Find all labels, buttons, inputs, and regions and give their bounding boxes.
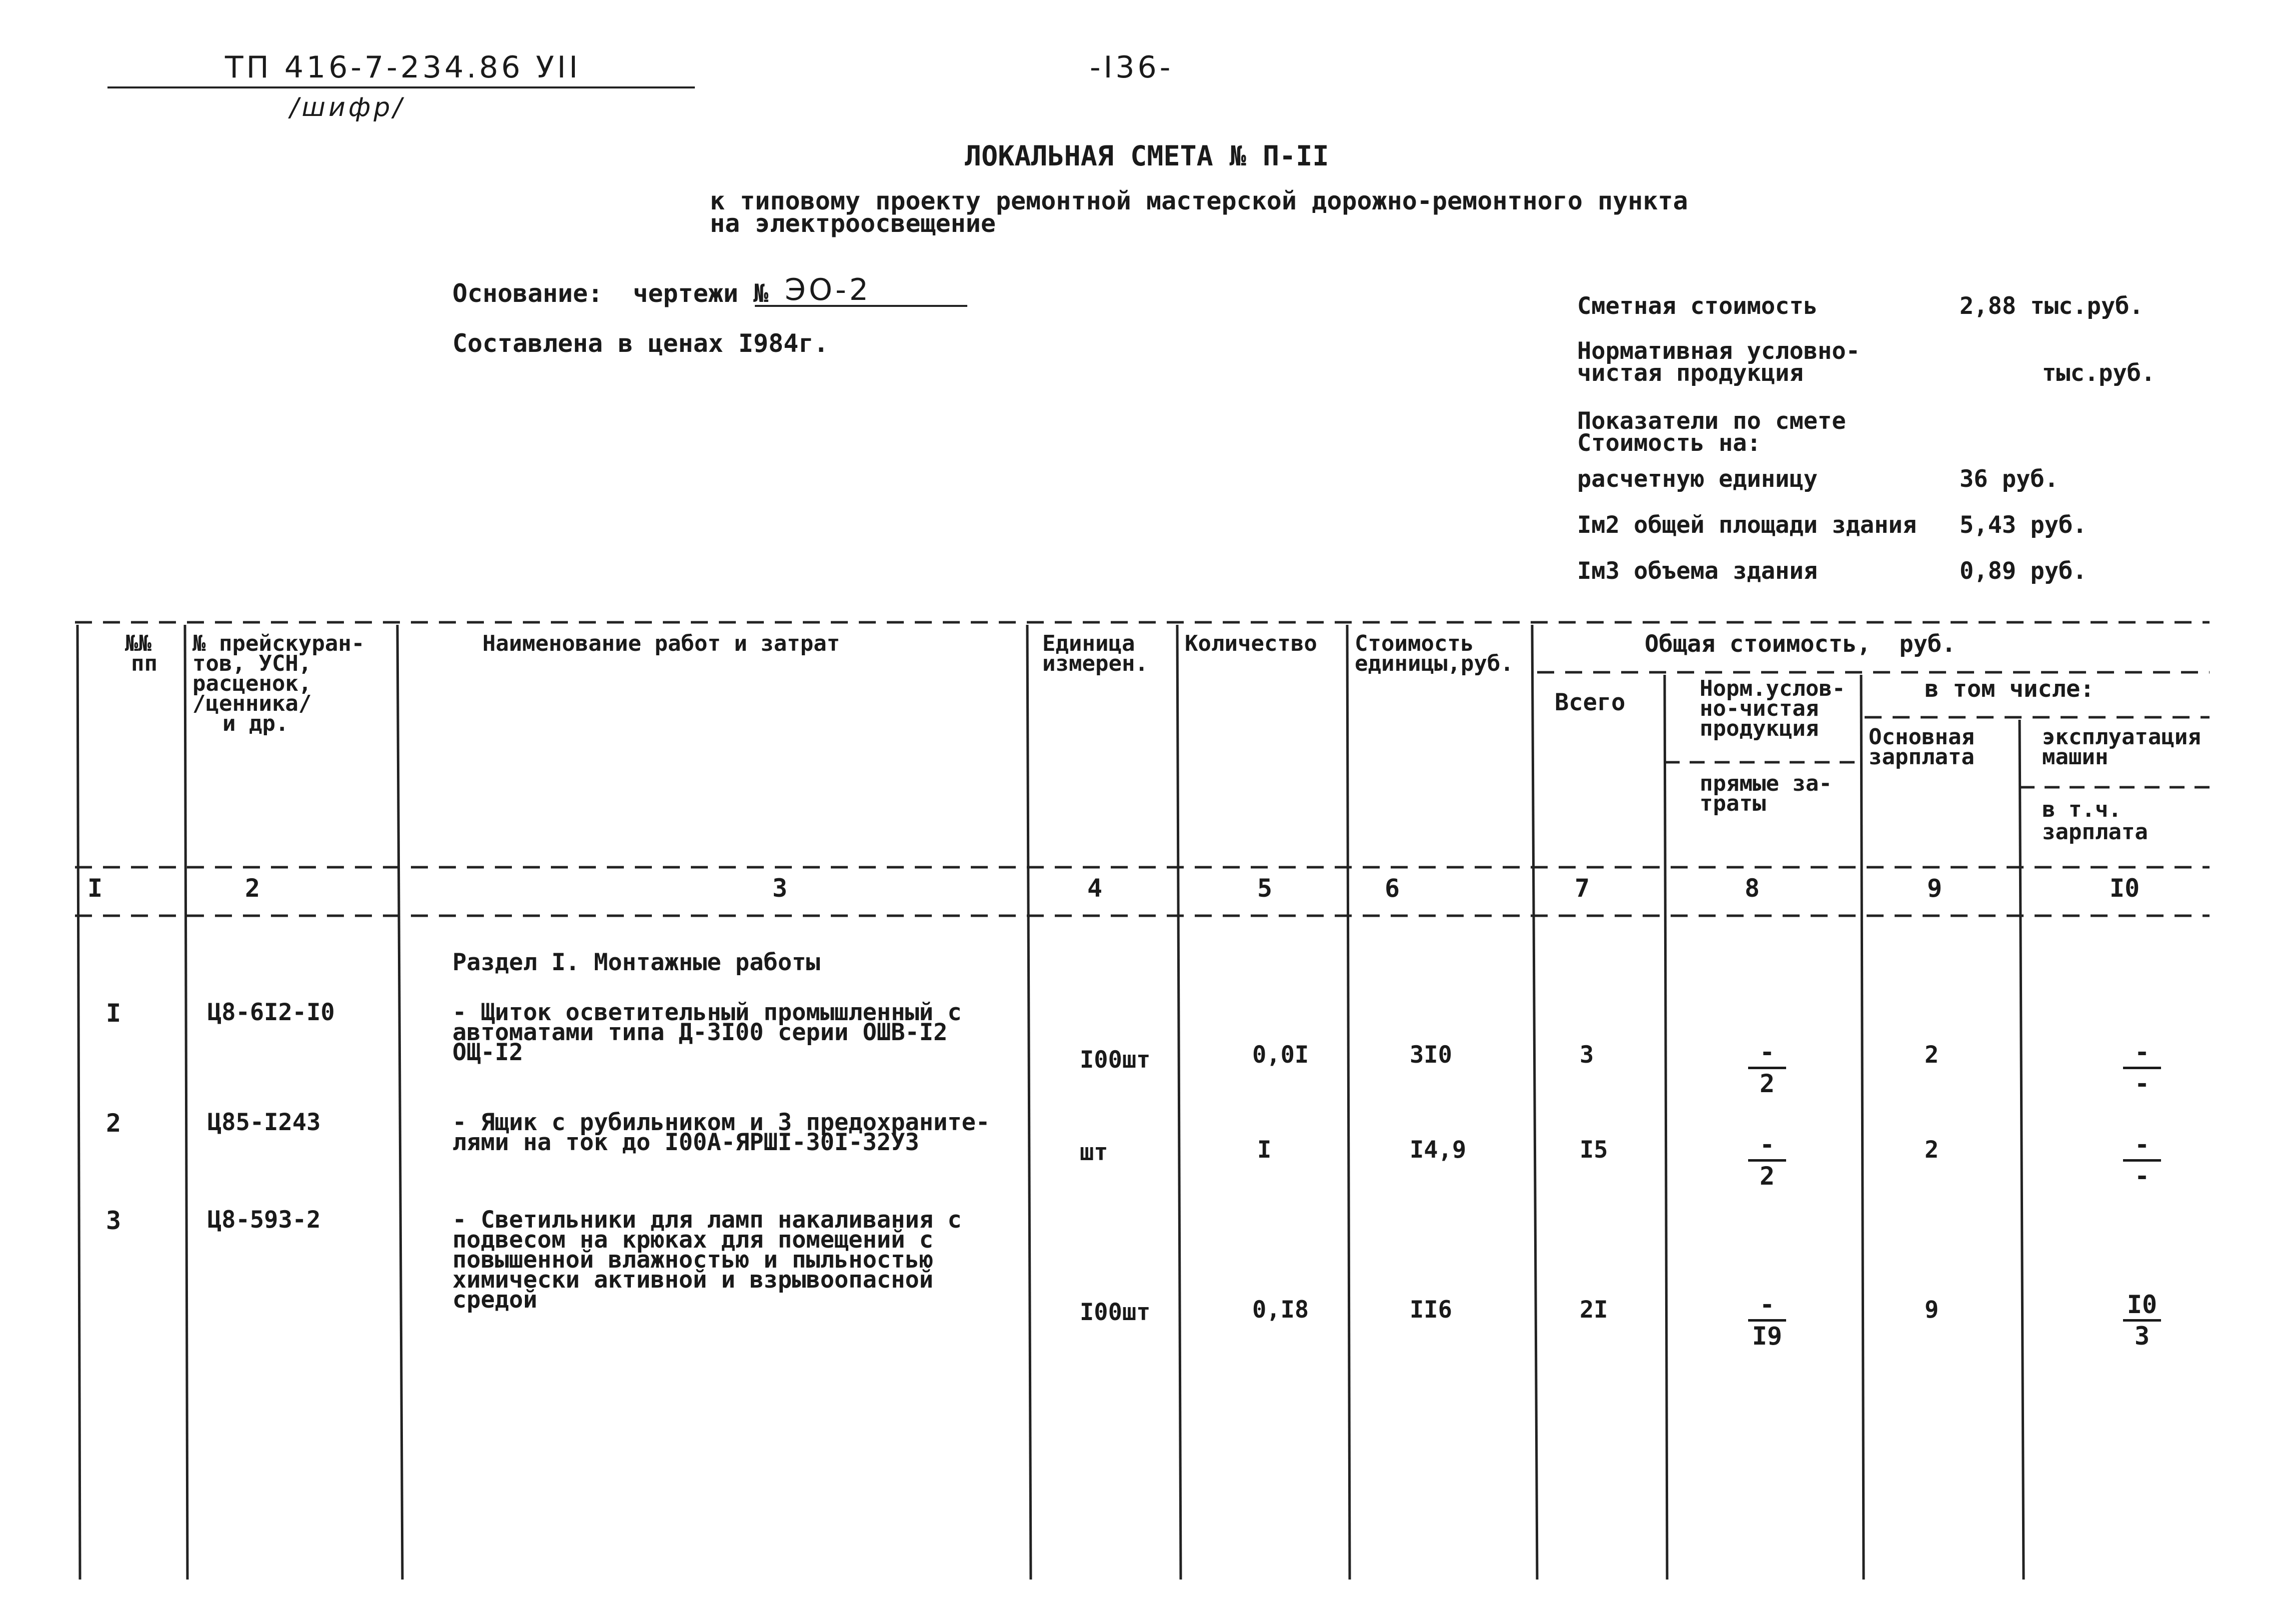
col8-header-l2: но-чистая bbox=[1700, 696, 1819, 721]
row-name-line: подвесом на крюках для помещений с bbox=[452, 1226, 934, 1254]
document-code: ТП 416-7-234.86 УII bbox=[225, 50, 581, 85]
col10-header-l1: эксплуатация bbox=[2042, 724, 2201, 750]
col10-header-l2: машин bbox=[2042, 744, 2109, 770]
m3-cost-label: Iм3 объема здания bbox=[1577, 557, 1818, 585]
row-unit: I00шт bbox=[1080, 1046, 1151, 1074]
estimated-cost-label: Сметная стоимость bbox=[1577, 292, 1818, 320]
column-number-2: 2 bbox=[245, 874, 260, 903]
cipher-note: /шифр/ bbox=[290, 92, 405, 122]
col8-header-l3: продукция bbox=[1700, 716, 1819, 741]
fraction-top: I0 bbox=[2127, 1290, 2158, 1319]
col9-header-l1: Основная bbox=[1869, 724, 1975, 750]
row-salary: 9 bbox=[1925, 1296, 1939, 1324]
col4-header-l2: измерен. bbox=[1042, 651, 1148, 676]
col8b-header-l1: прямые за- bbox=[1700, 771, 1832, 796]
col2-header-l4: /ценника/ bbox=[192, 691, 312, 716]
row-norm-fraction bbox=[1737, 1040, 1797, 1096]
row-code: Ц85-I243 bbox=[207, 1109, 321, 1136]
page-number: -I36- bbox=[1090, 50, 1174, 85]
row-number: I bbox=[106, 999, 121, 1028]
row-code: Ц8-6I2-I0 bbox=[207, 999, 335, 1026]
fraction-bottom: 3 bbox=[2134, 1322, 2150, 1351]
row-unit-price: I4,9 bbox=[1410, 1136, 1467, 1164]
row-name-line: средой bbox=[452, 1286, 537, 1314]
row-unit: шт bbox=[1080, 1139, 1108, 1166]
col5-header: Количество bbox=[1185, 631, 1317, 656]
row-quantity: I bbox=[1257, 1136, 1272, 1164]
col8-header-l1: Норм.услов- bbox=[1700, 676, 1846, 701]
row-unit: I00шт bbox=[1080, 1299, 1151, 1326]
col10b-header-l2: зарплата bbox=[2042, 819, 2148, 845]
row-total: 2I bbox=[1580, 1296, 1608, 1324]
fraction-top: - bbox=[1759, 1130, 1775, 1159]
m2-cost-value: 5,43 руб. bbox=[1960, 511, 2087, 539]
column-number-10: I0 bbox=[2110, 874, 2140, 903]
row-machines-fraction bbox=[2112, 1292, 2172, 1349]
col4-header-l1: Единица bbox=[1042, 631, 1135, 656]
row-number: 2 bbox=[106, 1109, 121, 1138]
m2-cost-label: Iм2 общей площади здания bbox=[1577, 511, 1917, 539]
col2-header-l2: тов, УСН, bbox=[192, 651, 312, 676]
fraction-top: - bbox=[1759, 1038, 1775, 1067]
unit-cost-label: расчетную единицу bbox=[1577, 465, 1818, 493]
col7-header: Всего bbox=[1555, 689, 1626, 716]
basis-label: Основание: чертежи № bbox=[452, 279, 769, 308]
row-machines-fraction bbox=[2112, 1040, 2172, 1096]
column-number-5: 5 bbox=[1257, 874, 1273, 903]
column-number-4: 4 bbox=[1087, 874, 1103, 903]
row-name-line: - Ящик с рубильником и 3 предохраните- bbox=[452, 1109, 990, 1136]
drawing-number: ЭО-2 bbox=[785, 272, 871, 307]
estimated-cost-value: 2,88 тыс.руб. bbox=[1960, 292, 2144, 320]
row-name-line: - Щиток осветительный промышленный с bbox=[452, 999, 962, 1026]
col2-header-l3: расценок, bbox=[192, 671, 312, 696]
col2-header-l1: № прейскуран- bbox=[192, 631, 365, 656]
row-unit-price: II6 bbox=[1410, 1296, 1452, 1324]
col1-header-l2: пп bbox=[131, 651, 157, 676]
column-number-6: 6 bbox=[1385, 874, 1400, 903]
section-title: Раздел I. Монтажные работы bbox=[452, 949, 820, 976]
fraction-bottom: 2 bbox=[1759, 1069, 1775, 1098]
indicators-label-2: Стоимость на: bbox=[1577, 429, 1761, 457]
col8b-header-l2: траты bbox=[1700, 791, 1766, 816]
column-number-1: I bbox=[87, 874, 103, 903]
fraction-bottom: - bbox=[2134, 1162, 2150, 1191]
unit-cost-value: 36 руб. bbox=[1960, 465, 2059, 493]
column-number-9: 9 bbox=[1927, 874, 1943, 903]
col6-header-l2: единицы,руб. bbox=[1355, 651, 1514, 676]
indicators-label-1: Показатели по смете bbox=[1577, 407, 1846, 435]
row-unit-price: 3I0 bbox=[1410, 1041, 1452, 1069]
prices-year: Составлена в ценах I984г. bbox=[452, 329, 829, 358]
col6-header-l1: Стоимость bbox=[1355, 631, 1474, 656]
row-quantity: 0,I8 bbox=[1252, 1296, 1309, 1324]
fraction-bottom: 2 bbox=[1759, 1162, 1775, 1191]
row-code: Ц8-593-2 bbox=[207, 1206, 321, 1234]
row-total: 3 bbox=[1580, 1041, 1594, 1069]
normative-value: тыс.руб. bbox=[2042, 359, 2156, 387]
fraction-top: - bbox=[2134, 1038, 2150, 1067]
estimate-title: ЛОКАЛЬНАЯ СМЕТА № П-II bbox=[965, 140, 1329, 172]
row-name-line: химически активной и взрывоопасной bbox=[452, 1266, 934, 1294]
fraction-bottom: - bbox=[2134, 1069, 2150, 1098]
row-name-line: повышенной влажностью и пыльностью bbox=[452, 1246, 934, 1274]
row-norm-fraction bbox=[1737, 1132, 1797, 1189]
row-quantity: 0,0I bbox=[1252, 1041, 1309, 1069]
fraction-top: - bbox=[1759, 1290, 1775, 1319]
fraction-top: - bbox=[2134, 1130, 2150, 1159]
col1-header-l1: №№ bbox=[125, 631, 151, 656]
col2-header-l5: и др. bbox=[222, 711, 289, 736]
normative-label-1: Нормативная условно- bbox=[1577, 337, 1860, 365]
column-number-8: 8 bbox=[1745, 874, 1760, 903]
row-name-line: - Светильники для ламп накаливания с bbox=[452, 1206, 962, 1234]
estimate-subtitle-line2: на электроосвещение bbox=[710, 209, 996, 238]
row-salary: 2 bbox=[1925, 1041, 1939, 1069]
row-name-line: лями на ток до I00А-ЯРШI-30I-32У3 bbox=[452, 1129, 919, 1156]
col9-header-l2: зарплата bbox=[1869, 744, 1975, 770]
row-salary: 2 bbox=[1925, 1136, 1939, 1164]
fraction-bottom: I9 bbox=[1752, 1322, 1783, 1351]
m3-cost-value: 0,89 руб. bbox=[1960, 557, 2087, 585]
row-norm-fraction bbox=[1737, 1292, 1797, 1349]
total-cost-group-header: Общая стоимость, руб. bbox=[1645, 630, 1956, 658]
row-name-line: автоматами типа Д-3I00 серии ОШВ-I2 bbox=[452, 1019, 948, 1046]
estimate-subtitle-line1: к типовому проекту ремонтной мастерской дорожно-ремонтного пункта bbox=[710, 186, 1688, 215]
normative-label-2: чистая продукция bbox=[1577, 359, 1804, 387]
row-total: I5 bbox=[1580, 1136, 1608, 1164]
column-number-3: 3 bbox=[772, 874, 788, 903]
column-number-7: 7 bbox=[1575, 874, 1590, 903]
col10b-header-l1: в т.ч. bbox=[2042, 797, 2122, 822]
row-name-line: ОЩ-I2 bbox=[452, 1039, 523, 1066]
col3-header: Наименование работ и затрат bbox=[482, 631, 840, 656]
including-group-header: в том числе: bbox=[1925, 675, 2095, 703]
row-machines-fraction bbox=[2112, 1132, 2172, 1189]
row-number: 3 bbox=[106, 1206, 121, 1235]
